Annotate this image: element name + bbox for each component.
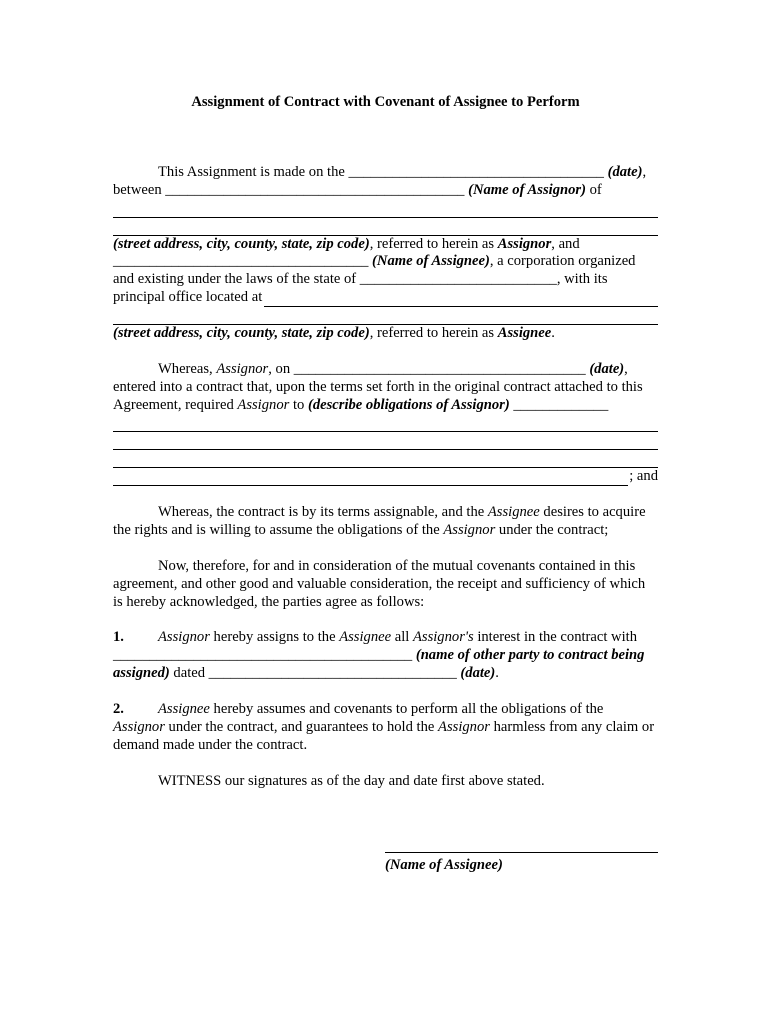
date-placeholder: (date) (607, 163, 643, 180)
witness-text: WITNESS our signatures as of the day and date first above stated. (158, 772, 545, 789)
assignee-term: Assignee (339, 629, 392, 646)
document-body (113, 94, 658, 808)
text: under the contract, and guarantees to hold the (164, 718, 439, 735)
blank-line (113, 415, 658, 433)
and-text: , and (551, 235, 580, 252)
blank-text: ___________________________________ (113, 253, 373, 270)
whereas-contract-paragraph (113, 361, 658, 486)
text: Whereas, the contract is by its terms assignable, and the (158, 504, 488, 520)
assignor-term: Assignor (443, 521, 496, 538)
and-line (113, 468, 658, 486)
text: to (289, 396, 308, 413)
text: hereby assigns to the (209, 629, 340, 646)
assignee-term: Assignee (487, 504, 540, 520)
date-text: This Assignment is made on the ___________________________________ (158, 163, 604, 180)
office-text: principal office located at (113, 289, 263, 306)
text: Whereas, (158, 360, 217, 377)
blank-line (113, 307, 658, 325)
date-line (113, 164, 658, 182)
paragraph-text (113, 504, 658, 540)
of-text: of (585, 181, 602, 198)
witness-paragraph (113, 773, 658, 791)
blank-line (113, 450, 658, 468)
assignor-address-line (113, 236, 658, 254)
between-text: between _________________________________________ (113, 181, 465, 198)
blank-line (113, 432, 658, 450)
section-number: 1. (113, 629, 124, 646)
text: under the contract; (495, 521, 609, 538)
and-text: ; and (629, 468, 658, 485)
section-number: 2. (113, 700, 124, 717)
signature-label: (Name of Assignee) (385, 857, 503, 873)
assignee-name-placeholder: (Name of Assignee) (372, 253, 490, 270)
referred-text: , referred to herein as (369, 235, 498, 252)
date-placeholder: (date) (589, 360, 625, 377)
punct: . (551, 325, 555, 342)
referred-text: , referred to herein as (369, 325, 498, 342)
blank-text: _____________ (509, 396, 609, 413)
office-blank (264, 293, 658, 307)
blank-line (113, 200, 658, 218)
text: interest in the contract with _________________________________________ (113, 629, 638, 664)
state-line: and existing under the laws of the state of ___________________________, with its (113, 271, 608, 288)
text: dated __________________________________ (169, 665, 461, 682)
whereas-text (113, 361, 658, 415)
section-text (113, 701, 658, 755)
text: all (391, 629, 413, 646)
text: , on ________________________________________ (268, 360, 590, 377)
text: desires to acquire the rights and is willing to assume the obligations of the (113, 504, 646, 538)
signature-block (385, 834, 658, 877)
section-1 (113, 629, 658, 683)
section-text (113, 629, 658, 683)
assignee-line (113, 253, 658, 271)
text: , entered into a contract that, upon the terms set forth in the original contract attached to this Agreement, required (113, 360, 643, 413)
blank-line (113, 218, 658, 236)
assignor-term: Assignor (497, 235, 552, 252)
assignor-line (113, 182, 658, 200)
punct: , (642, 163, 647, 180)
assignor-term: Assignor (113, 718, 165, 735)
assignee-term: Assignee (158, 700, 210, 717)
address-placeholder: (street address, city, county, state, zip code) (113, 325, 370, 342)
assignee-address-line (113, 325, 658, 343)
assignor-term: Assignor (216, 360, 269, 377)
text: harmless from any claim or demand made under the contract. (113, 718, 655, 753)
assignor-term: Assignor's (412, 629, 474, 646)
assignor-name-placeholder: (Name of Assignor) (468, 181, 586, 198)
obligations-placeholder: (describe obligations of Assignor) (307, 396, 510, 413)
section-2 (113, 701, 658, 755)
obligations-blank (113, 472, 628, 486)
paragraph-text: Now, therefore, for and in consideration of the mutual covenants contained in this agreement, and other good and valuable consideration, the receipt and sufficiency of which is hereby acknowledged, the parties agree as follows: (113, 557, 646, 610)
assignor-term: Assignor (237, 396, 290, 413)
assignee-term: Assignee (497, 325, 552, 342)
parties-paragraph (113, 164, 658, 343)
text: hereby assumes and covenants to perform all the obligations of the (209, 700, 604, 717)
assignor-term: Assignor (158, 629, 210, 646)
now-therefore-paragraph (113, 558, 658, 612)
whereas-assignable-paragraph (113, 504, 658, 540)
office-line (113, 289, 658, 307)
date-placeholder: (date) (460, 665, 496, 682)
signature-line[interactable] (385, 834, 658, 853)
corporation-text: , a corporation organized (489, 253, 636, 270)
other-party-placeholder: (name of other party to contract being assigned) (113, 647, 645, 682)
document-title: Assignment of Contract with Covenant of Assignee to Perform (191, 94, 580, 110)
assignor-term: Assignor (438, 718, 490, 735)
address-placeholder: (street address, city, county, state, zip code) (113, 235, 370, 252)
punct: . (495, 665, 499, 682)
